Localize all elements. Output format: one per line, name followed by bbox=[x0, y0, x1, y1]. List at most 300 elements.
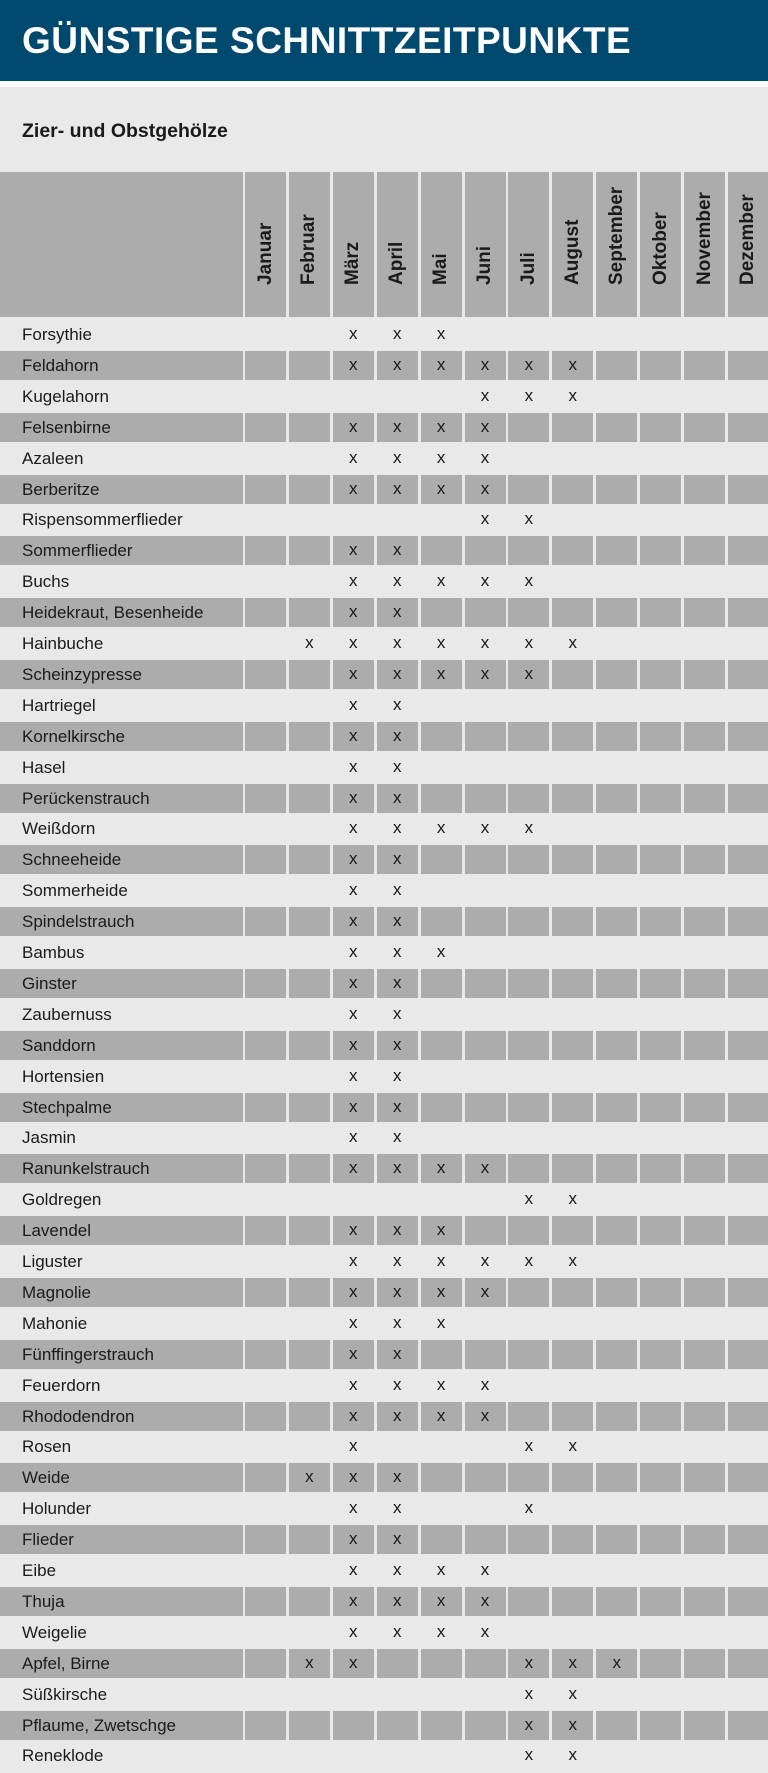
plant-name: Hortensien bbox=[22, 1066, 105, 1086]
month-cell: x bbox=[480, 571, 490, 591]
month-cell bbox=[552, 1556, 593, 1585]
month-cell: x bbox=[508, 351, 549, 380]
plant-name: Perückenstrauch bbox=[0, 784, 243, 813]
month-cell bbox=[508, 1123, 549, 1152]
month-cell bbox=[245, 629, 286, 658]
month-header-label: Juni bbox=[474, 245, 495, 285]
table-row bbox=[0, 753, 768, 782]
month-cell bbox=[245, 598, 286, 627]
month-cell bbox=[552, 536, 593, 565]
month-cell bbox=[552, 567, 593, 596]
month-cell bbox=[508, 1309, 549, 1338]
month-cell bbox=[728, 938, 768, 967]
month-cell: x bbox=[377, 1093, 418, 1122]
month-cell bbox=[728, 907, 768, 936]
month-cell bbox=[289, 1123, 330, 1152]
month-cell bbox=[421, 1680, 462, 1709]
month-cell bbox=[552, 660, 593, 689]
month-cell bbox=[596, 1587, 637, 1616]
month-header bbox=[728, 172, 768, 317]
month-cell: x bbox=[524, 1251, 534, 1270]
month-cell: x bbox=[333, 969, 374, 998]
month-cell bbox=[640, 1185, 681, 1214]
month-cell: x bbox=[465, 1402, 506, 1431]
month-cell: x bbox=[333, 1216, 374, 1245]
table-row bbox=[0, 1494, 768, 1523]
month-cell bbox=[640, 1587, 681, 1616]
month-cell bbox=[684, 1618, 725, 1647]
month-cell: x bbox=[333, 536, 374, 565]
month-cell bbox=[684, 1432, 725, 1461]
month-cell bbox=[245, 660, 286, 689]
month-cell bbox=[552, 784, 593, 813]
month-cell: x bbox=[392, 1251, 402, 1270]
month-cell bbox=[245, 814, 286, 843]
month-cell bbox=[552, 1463, 593, 1492]
month-cell bbox=[728, 1154, 768, 1183]
month-cell: x bbox=[333, 845, 374, 874]
table-row bbox=[0, 691, 768, 720]
month-cell bbox=[289, 753, 330, 782]
month-cell bbox=[552, 1340, 593, 1369]
month-cell bbox=[552, 1216, 593, 1245]
month-cell bbox=[289, 876, 330, 905]
table-row bbox=[0, 413, 768, 442]
title-banner bbox=[0, 0, 768, 81]
plant-name: Hainbuche bbox=[22, 634, 104, 653]
month-cell bbox=[421, 1525, 462, 1554]
month-cell bbox=[465, 722, 506, 751]
month-cell bbox=[508, 1340, 549, 1369]
month-cell: x bbox=[436, 324, 446, 343]
month-cell bbox=[289, 907, 330, 936]
month-cell bbox=[728, 505, 768, 534]
month-cell bbox=[684, 598, 725, 627]
month-cell bbox=[377, 1741, 418, 1770]
month-cell bbox=[289, 1680, 330, 1709]
month-cell: x bbox=[377, 1278, 418, 1307]
plant-name: Thuja bbox=[0, 1587, 243, 1616]
table-row bbox=[0, 629, 768, 658]
month-cell bbox=[245, 505, 286, 534]
month-cell: x bbox=[436, 1621, 446, 1641]
month-cell bbox=[465, 753, 506, 782]
month-cell bbox=[684, 1185, 725, 1214]
month-cell bbox=[728, 1340, 768, 1369]
month-header bbox=[333, 172, 374, 317]
month-cell: x bbox=[377, 1154, 418, 1183]
month-cell bbox=[596, 1247, 637, 1276]
table-row bbox=[0, 1247, 768, 1276]
plant-name: Holunder bbox=[22, 1499, 91, 1519]
month-cell bbox=[728, 1556, 768, 1585]
month-cell: x bbox=[568, 1189, 578, 1209]
month-cell bbox=[596, 907, 637, 936]
month-cell bbox=[333, 1741, 374, 1770]
plant-name: Eibe bbox=[22, 1561, 57, 1580]
month-cell: x bbox=[392, 571, 402, 591]
month-header bbox=[421, 172, 462, 317]
month-cell bbox=[508, 1556, 549, 1585]
month-cell: x bbox=[333, 413, 374, 442]
month-cell bbox=[245, 567, 286, 596]
plant-name: Feldahorn bbox=[0, 351, 243, 380]
month-cell bbox=[684, 969, 725, 998]
month-cell bbox=[640, 629, 681, 658]
month-cell bbox=[508, 1154, 549, 1183]
month-cell bbox=[596, 1031, 637, 1060]
plant-name: Süßkirsche bbox=[22, 1684, 108, 1704]
month-cell bbox=[596, 1000, 637, 1029]
plant-name: Sommerflieder bbox=[0, 536, 243, 565]
month-cell bbox=[508, 1031, 549, 1060]
table-row bbox=[0, 784, 768, 813]
month-cell bbox=[333, 382, 374, 411]
month-cell: x bbox=[508, 1649, 549, 1678]
month-cell bbox=[289, 320, 330, 349]
month-cell bbox=[684, 1680, 725, 1709]
month-cell: x bbox=[349, 1498, 358, 1518]
month-header-label: März bbox=[342, 241, 364, 285]
month-cell bbox=[377, 1185, 418, 1214]
month-cell: x bbox=[377, 1463, 418, 1492]
month-cell bbox=[552, 413, 593, 442]
month-cell bbox=[421, 1494, 462, 1523]
month-cell: x bbox=[333, 1587, 374, 1616]
month-cell bbox=[465, 1680, 506, 1709]
month-cell: x bbox=[436, 1374, 446, 1394]
month-cell: x bbox=[349, 1621, 358, 1641]
month-cell: x bbox=[465, 1587, 506, 1616]
month-cell: x bbox=[568, 633, 578, 652]
plant-name: Magnolie bbox=[0, 1278, 243, 1307]
month-cell bbox=[289, 536, 330, 565]
month-cell bbox=[465, 1340, 506, 1369]
month-cell: x bbox=[436, 571, 446, 591]
month-cell bbox=[552, 938, 593, 967]
month-cell bbox=[245, 1494, 286, 1523]
month-cell bbox=[728, 1525, 768, 1554]
table-row bbox=[0, 1093, 768, 1122]
month-cell bbox=[728, 1093, 768, 1122]
table-row bbox=[0, 351, 768, 380]
month-cell bbox=[640, 1525, 681, 1554]
month-cell: x bbox=[377, 1031, 418, 1060]
month-cell: x bbox=[392, 694, 402, 714]
month-cell bbox=[728, 1123, 768, 1152]
month-cell: x bbox=[524, 385, 534, 405]
month-cell: x bbox=[480, 385, 490, 405]
month-cell bbox=[596, 1309, 637, 1338]
month-cell bbox=[508, 1278, 549, 1307]
month-cell bbox=[728, 1649, 768, 1678]
month-cell bbox=[508, 1371, 549, 1400]
month-cell bbox=[596, 845, 637, 874]
month-cell bbox=[728, 1741, 768, 1770]
month-cell bbox=[421, 969, 462, 998]
month-cell: x bbox=[392, 447, 402, 467]
plant-name: Ranunkelstrauch bbox=[0, 1154, 243, 1183]
month-cell bbox=[596, 691, 637, 720]
month-cell bbox=[596, 784, 637, 813]
month-cell: x bbox=[392, 1065, 402, 1085]
month-cell: x bbox=[349, 324, 358, 343]
month-cell bbox=[640, 1000, 681, 1029]
month-cell bbox=[289, 1000, 330, 1029]
month-cell: x bbox=[392, 1003, 402, 1023]
month-cell bbox=[596, 1494, 637, 1523]
month-cell bbox=[552, 1062, 593, 1091]
month-cell: x bbox=[349, 571, 358, 591]
plant-name: Apfel, Birne bbox=[0, 1649, 243, 1678]
month-cell: x bbox=[392, 818, 402, 838]
table-row bbox=[0, 1154, 768, 1183]
month-cell bbox=[728, 1216, 768, 1245]
month-cell bbox=[596, 1216, 637, 1245]
month-header-label: Dezember bbox=[737, 194, 759, 285]
month-cell bbox=[684, 1309, 725, 1338]
month-cell bbox=[245, 1649, 286, 1678]
month-cell bbox=[596, 1432, 637, 1461]
month-cell bbox=[640, 351, 681, 380]
plant-name: Schneeheide bbox=[0, 845, 243, 874]
month-header bbox=[596, 172, 637, 317]
month-cell bbox=[684, 691, 725, 720]
month-cell bbox=[552, 1154, 593, 1183]
month-cell bbox=[728, 444, 768, 473]
month-cell bbox=[596, 1680, 637, 1709]
month-cell bbox=[245, 351, 286, 380]
month-cell bbox=[289, 1309, 330, 1338]
table-row bbox=[0, 814, 768, 843]
month-cell bbox=[377, 1711, 418, 1740]
month-cell bbox=[245, 1587, 286, 1616]
month-cell: x bbox=[465, 660, 506, 689]
month-cell bbox=[684, 1587, 725, 1616]
month-cell: x bbox=[349, 633, 358, 652]
month-cell bbox=[377, 1680, 418, 1709]
month-cell: x bbox=[305, 633, 314, 652]
month-cell: x bbox=[568, 1745, 578, 1765]
month-cell bbox=[421, 1340, 462, 1369]
month-cell: x bbox=[392, 633, 402, 652]
month-cell bbox=[596, 1278, 637, 1307]
month-header bbox=[552, 172, 593, 317]
month-cell bbox=[421, 1432, 462, 1461]
plant-name: Buchs bbox=[22, 572, 70, 592]
month-cell bbox=[684, 1494, 725, 1523]
month-cell bbox=[552, 969, 593, 998]
month-cell: x bbox=[480, 1560, 490, 1579]
month-cell: x bbox=[480, 1621, 490, 1641]
month-cell bbox=[245, 1000, 286, 1029]
month-cell bbox=[640, 1463, 681, 1492]
month-cell bbox=[728, 629, 768, 658]
month-cell bbox=[596, 1340, 637, 1369]
month-cell: x bbox=[392, 880, 402, 900]
month-cell bbox=[684, 753, 725, 782]
table-row bbox=[0, 845, 768, 874]
month-cell bbox=[289, 1432, 330, 1461]
month-header bbox=[684, 172, 725, 317]
month-cell bbox=[552, 320, 593, 349]
month-cell bbox=[508, 598, 549, 627]
month-cell bbox=[684, 1000, 725, 1029]
table-row bbox=[0, 1711, 768, 1740]
month-cell: x bbox=[377, 598, 418, 627]
month-cell bbox=[245, 1062, 286, 1091]
month-cell bbox=[640, 907, 681, 936]
month-cell: x bbox=[524, 1683, 534, 1703]
month-cell bbox=[245, 753, 286, 782]
month-cell bbox=[289, 784, 330, 813]
month-cell bbox=[640, 320, 681, 349]
table-row bbox=[0, 505, 768, 534]
month-cell bbox=[289, 1031, 330, 1060]
plant-name: Berberitze bbox=[0, 475, 243, 504]
month-cell bbox=[421, 845, 462, 874]
month-cell bbox=[684, 722, 725, 751]
month-cell bbox=[508, 1463, 549, 1492]
plant-name: Zaubernuss bbox=[22, 1004, 112, 1024]
plant-name: Feuerdorn bbox=[22, 1375, 101, 1395]
month-cell: x bbox=[377, 1216, 418, 1245]
month-cell bbox=[728, 1680, 768, 1709]
month-cell: x bbox=[524, 1189, 534, 1209]
month-cell bbox=[508, 845, 549, 874]
month-cell bbox=[289, 1062, 330, 1091]
month-cell bbox=[728, 1432, 768, 1461]
month-cell bbox=[640, 814, 681, 843]
plant-name: Fünffingerstrauch bbox=[0, 1340, 243, 1369]
month-cell bbox=[596, 629, 637, 658]
month-cell bbox=[728, 814, 768, 843]
month-cell bbox=[684, 1741, 725, 1770]
month-cell bbox=[465, 1031, 506, 1060]
month-cell bbox=[245, 1031, 286, 1060]
month-cell: x bbox=[377, 722, 418, 751]
month-cell bbox=[289, 382, 330, 411]
month-cell bbox=[552, 1278, 593, 1307]
month-cell bbox=[421, 1123, 462, 1152]
month-cell bbox=[596, 753, 637, 782]
month-cell bbox=[421, 1031, 462, 1060]
month-cell bbox=[596, 536, 637, 565]
month-cell: x bbox=[480, 1374, 490, 1394]
month-cell bbox=[684, 1649, 725, 1678]
plant-name: Scheinzypresse bbox=[0, 660, 243, 689]
month-cell bbox=[465, 1216, 506, 1245]
month-cell: x bbox=[289, 1649, 330, 1678]
month-cell: x bbox=[333, 1154, 374, 1183]
month-cell bbox=[728, 1587, 768, 1616]
month-cell: x bbox=[349, 1312, 358, 1332]
month-cell bbox=[289, 598, 330, 627]
table-row bbox=[0, 1123, 768, 1152]
month-cell bbox=[640, 1340, 681, 1369]
month-cell bbox=[508, 722, 549, 751]
month-cell bbox=[728, 382, 768, 411]
month-cell bbox=[289, 1247, 330, 1276]
month-cell bbox=[640, 413, 681, 442]
month-cell bbox=[333, 505, 374, 534]
month-cell bbox=[596, 660, 637, 689]
month-cell bbox=[508, 907, 549, 936]
month-cell bbox=[728, 876, 768, 905]
month-cell bbox=[508, 938, 549, 967]
month-cell bbox=[684, 1093, 725, 1122]
month-cell bbox=[684, 567, 725, 596]
month-cell bbox=[684, 1711, 725, 1740]
month-cell: x bbox=[392, 756, 402, 776]
month-cell bbox=[640, 660, 681, 689]
month-cell bbox=[640, 1711, 681, 1740]
table-row bbox=[0, 1000, 768, 1029]
month-cell: x bbox=[377, 1340, 418, 1369]
month-header-label: Oktober bbox=[649, 212, 671, 285]
month-cell bbox=[728, 1278, 768, 1307]
month-cell: x bbox=[421, 475, 462, 504]
table-row bbox=[0, 1062, 768, 1091]
month-cell bbox=[728, 536, 768, 565]
month-cell bbox=[684, 413, 725, 442]
month-cell bbox=[508, 444, 549, 473]
month-cell bbox=[596, 1371, 637, 1400]
month-cell: x bbox=[524, 818, 534, 838]
month-cell bbox=[245, 536, 286, 565]
month-cell: x bbox=[377, 475, 418, 504]
month-cell bbox=[552, 845, 593, 874]
month-cell: x bbox=[465, 413, 506, 442]
month-cell: x bbox=[524, 1745, 534, 1765]
table-row bbox=[0, 1432, 768, 1461]
month-cell bbox=[684, 444, 725, 473]
month-cell bbox=[552, 691, 593, 720]
month-cell bbox=[245, 1340, 286, 1369]
month-cell bbox=[684, 660, 725, 689]
month-cell bbox=[289, 938, 330, 967]
month-cell bbox=[245, 691, 286, 720]
month-cell bbox=[640, 691, 681, 720]
month-cell: x bbox=[392, 1312, 402, 1332]
month-cell bbox=[596, 938, 637, 967]
month-cell: x bbox=[524, 1436, 534, 1456]
month-cell bbox=[640, 382, 681, 411]
month-cell: x bbox=[349, 694, 358, 714]
month-cell bbox=[684, 1062, 725, 1091]
month-cell: x bbox=[465, 475, 506, 504]
month-cell bbox=[684, 1278, 725, 1307]
month-cell bbox=[684, 784, 725, 813]
page-title: GÜNSTIGE SCHNITTZEITPUNKTE bbox=[22, 20, 632, 61]
month-cell bbox=[245, 444, 286, 473]
month-cell: x bbox=[552, 1649, 593, 1678]
month-cell bbox=[465, 1000, 506, 1029]
month-cell bbox=[596, 1062, 637, 1091]
table-row bbox=[0, 320, 768, 349]
month-cell bbox=[684, 845, 725, 874]
month-cell bbox=[640, 1432, 681, 1461]
month-cell bbox=[508, 876, 549, 905]
month-cell bbox=[596, 598, 637, 627]
month-cell bbox=[289, 1371, 330, 1400]
month-cell: x bbox=[524, 509, 534, 529]
month-cell: x bbox=[349, 1127, 358, 1147]
month-cell bbox=[596, 1525, 637, 1554]
month-cell bbox=[421, 505, 462, 534]
month-cell bbox=[508, 1062, 549, 1091]
month-cell bbox=[421, 1062, 462, 1091]
